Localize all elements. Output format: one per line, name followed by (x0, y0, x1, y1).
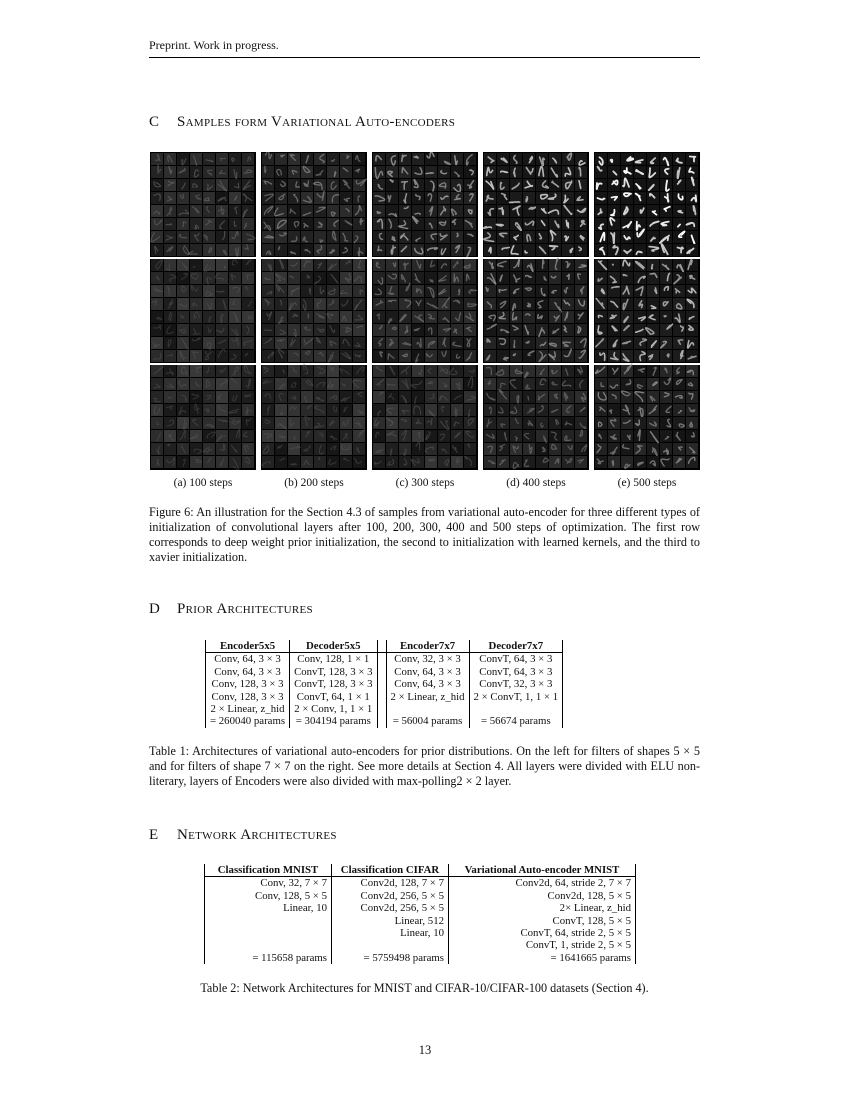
table2-cell: Linear, 10 (332, 927, 449, 939)
table2-header-row (205, 864, 636, 877)
table1-cell: ConvT, 128, 3 × 3 (290, 666, 377, 678)
table2-cell: Conv, 128, 5 × 5 (205, 890, 332, 902)
table2-cell: 2× Linear, z_hid (449, 902, 636, 914)
table-row (206, 691, 563, 703)
table1-header-row (206, 640, 563, 653)
table-row (206, 703, 563, 715)
table2-params: = 5759498 params (332, 952, 449, 964)
sample-grid-image (261, 152, 367, 470)
sample-grid-image (372, 152, 478, 470)
table1-cell: Conv, 64, 3 × 3 (206, 666, 290, 678)
table1-params: = 260040 params (206, 715, 290, 727)
subcaption-e: (e) 500 steps (617, 477, 677, 489)
page-number: 13 (418, 1043, 432, 1057)
table1-params: = 56674 params (469, 715, 563, 727)
table-row (205, 877, 636, 890)
table2-cell: ConvT, 1, stride 2, 5 × 5 (449, 939, 636, 951)
table2-cell: Conv2d, 256, 5 × 5 (332, 890, 449, 902)
table2-cell (205, 927, 332, 939)
table1-cell: Conv, 64, 3 × 3 (206, 653, 290, 666)
table-row (205, 890, 636, 902)
subcaption-b: (b) 200 steps (284, 477, 344, 489)
section-e-heading (149, 827, 337, 844)
table1-cell (386, 703, 469, 715)
table-row (205, 915, 636, 927)
section-d-letter: D (149, 601, 161, 617)
table1-cell: Conv, 64, 3 × 3 (386, 666, 469, 678)
subcaption-a: (a) 100 steps (173, 477, 233, 489)
section-e-letter: E (149, 827, 159, 843)
vae-samples-figure (150, 152, 700, 470)
section-e-title: Network Architectures (177, 827, 337, 843)
table-row (205, 902, 636, 914)
table1-params: = 56004 params (386, 715, 469, 727)
table1-cell: 2 × Linear, z_hid (206, 703, 290, 715)
table1-cell: ConvT, 64, 3 × 3 (469, 653, 563, 666)
prior-architectures-table (205, 640, 563, 728)
table2-header: Classification CIFAR (332, 864, 449, 877)
subcaption-c: (c) 300 steps (395, 477, 455, 489)
table2-cell: Conv2d, 128, 5 × 5 (449, 890, 636, 902)
table2-cell (332, 939, 449, 951)
table-2-caption: Table 2: Network Architectures for MNIST and CIFAR-10/CIFAR-100 datasets (Section 4). (200, 981, 649, 995)
table2-header: Variational Auto-encoder MNIST (449, 864, 636, 877)
section-c-heading (149, 114, 455, 131)
table1-cell: Conv, 128, 3 × 3 (206, 691, 290, 703)
table1-cell: ConvT, 64, 3 × 3 (469, 666, 563, 678)
table-row (206, 653, 563, 666)
network-architectures-table (204, 864, 636, 964)
table1-cell (469, 703, 563, 715)
table2-header: Classification MNIST (205, 864, 332, 877)
table1-cell: ConvT, 64, 1 × 1 (290, 691, 377, 703)
table2-cell (205, 939, 332, 951)
table2-cell: Linear, 512 (332, 915, 449, 927)
running-header: Preprint. Work in progress. (149, 38, 700, 58)
table1-cell: 2 × Conv, 1, 1 × 1 (290, 703, 377, 715)
section-c-title: Samples form Variational Auto-encoders (177, 114, 456, 130)
table2-cell: Conv2d, 256, 5 × 5 (332, 902, 449, 914)
panel-400-steps (483, 152, 589, 470)
figure-6-caption: Figure 6: An illustration for the Section 4.3 of samples from variational auto-encoder for three different types of initialization of convolutional layers after 100, 200, 300, 400 and 500 steps of optimization. The first row corresponds to deep weight prior initialization, the second to initialization with learned kernels, and the third to xavier initialization. (149, 505, 700, 564)
table2-params-row (205, 952, 636, 964)
table1-params-row (206, 715, 563, 727)
panel-100-steps (150, 152, 256, 470)
subcaptions (150, 477, 700, 493)
table2-cell: ConvT, 64, stride 2, 5 × 5 (449, 927, 636, 939)
table1-header: Encoder7x7 (386, 640, 469, 653)
table-row (205, 927, 636, 939)
table-row (206, 666, 563, 678)
table2-cell: Conv2d, 64, stride 2, 7 × 7 (449, 877, 636, 890)
table2-cell: Linear, 10 (205, 902, 332, 914)
subcaption-d: (d) 400 steps (506, 477, 566, 489)
panel-200-steps (261, 152, 367, 470)
table2-cell: ConvT, 128, 5 × 5 (449, 915, 636, 927)
table1-cell: 2 × Linear, z_hid (386, 691, 469, 703)
table-1-caption: Table 1: Architectures of variational auto-encoders for prior distributions. On the left for filters of shapes 5 × 5 and for filters of shape 7 × 7 on the right. See more details at Section 4. All layers were divided with ELU non-literary, layers of Encoders were also divided with max-polling2 × 2 layer. (149, 744, 700, 788)
table1-cell: ConvT, 32, 3 × 3 (469, 678, 563, 690)
table-row (206, 678, 563, 690)
table1-cell: Conv, 64, 3 × 3 (386, 678, 469, 690)
table1-header: Encoder5x5 (206, 640, 290, 653)
section-d-title: Prior Architectures (177, 601, 313, 617)
table2-params: = 115658 params (205, 952, 332, 964)
table1-header: Decoder5x5 (290, 640, 377, 653)
table1-cell: Conv, 128, 1 × 1 (290, 653, 377, 666)
panel-300-steps (372, 152, 478, 470)
table2-cell: Conv2d, 128, 7 × 7 (332, 877, 449, 890)
sample-grid-image (483, 152, 589, 470)
sample-grid-image (594, 152, 700, 470)
table1-params: = 304194 params (290, 715, 377, 727)
table-row (205, 939, 636, 951)
section-c-letter: C (149, 114, 160, 130)
table1-cell: Conv, 32, 3 × 3 (386, 653, 469, 666)
section-d-heading (149, 601, 313, 618)
table2-cell (205, 915, 332, 927)
table1-header: Decoder7x7 (469, 640, 563, 653)
table1-cell: Conv, 128, 3 × 3 (206, 678, 290, 690)
panel-500-steps (594, 152, 700, 470)
table1-cell: ConvT, 128, 3 × 3 (290, 678, 377, 690)
table1-cell: 2 × ConvT, 1, 1 × 1 (469, 691, 563, 703)
table2-params: = 1641665 params (449, 952, 636, 964)
sample-grid-image (150, 152, 256, 470)
table2-cell: Conv, 32, 7 × 7 (205, 877, 332, 890)
